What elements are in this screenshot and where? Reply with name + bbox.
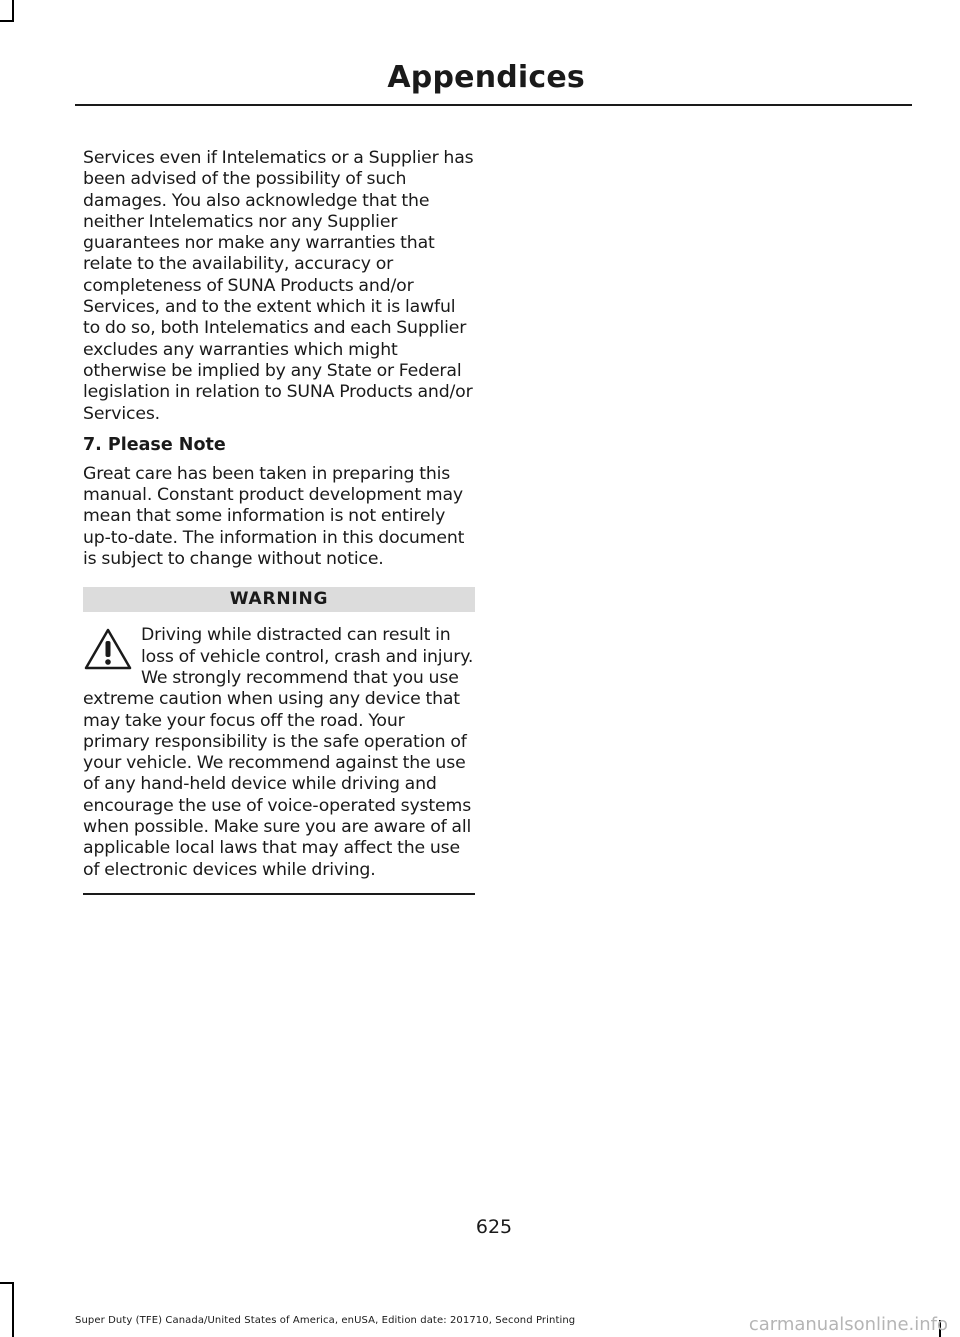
- page-number: 625: [475, 1216, 513, 1238]
- body-paragraph-1: Services even if Intelematics or a Supplier has been advised of the possibility of such damages. You also acknowledge that the neither Intelematics nor any Supplier guarantees nor make any warranties that relate to the availability, accuracy or completeness of SUNA Products and/or Services, and to the extent which it is lawful to do so, both Intelematics and each Supplier excludes any warranties which might otherwise be implied by any State or Federal legislation in relation to SUNA Products and/or Services.: [83, 148, 474, 424]
- watermark: carmanualsonline.info: [748, 1314, 948, 1335]
- warning-text: Driving while distracted can result in loss of vehicle control, crash and injury. We strongly recommend that you use extreme caution when using any device that may take your focus off the road. Your primary responsibility is the safe operation of your vehicle. We recommend against the use of any hand-held device while driving and encourage the use of voice-operated systems when possible. Make sure you are aware of all applicable local laws that may affect the use of electronic devices while driving.: [83, 625, 474, 880]
- page-title: Appendices: [387, 60, 585, 95]
- warning-end-rule: [83, 893, 475, 895]
- warning-body: [83, 625, 475, 881]
- section-heading: 7. Please Note: [83, 434, 226, 455]
- crop-mark-top-left-v: [12, 0, 14, 22]
- body-paragraph-2: Great care has been taken in preparing this manual. Constant product development may mean that some information is not entirely up-to-date. The information in this document is subject to change without notice.: [83, 463, 465, 570]
- footer-edition: Super Duty (TFE) Canada/United States of America, enUSA, Edition date: 201710, Second Printing: [75, 1315, 576, 1326]
- header-rule: [75, 104, 912, 106]
- warning-label: WARNING: [83, 587, 475, 612]
- crop-mark-top-left-h: [0, 20, 14, 22]
- warning-triangle-icon: [83, 627, 133, 671]
- crop-mark-bottom-left-v: [12, 1282, 14, 1337]
- main-column: [83, 148, 475, 895]
- crop-mark-bottom-left-h: [0, 1282, 14, 1284]
